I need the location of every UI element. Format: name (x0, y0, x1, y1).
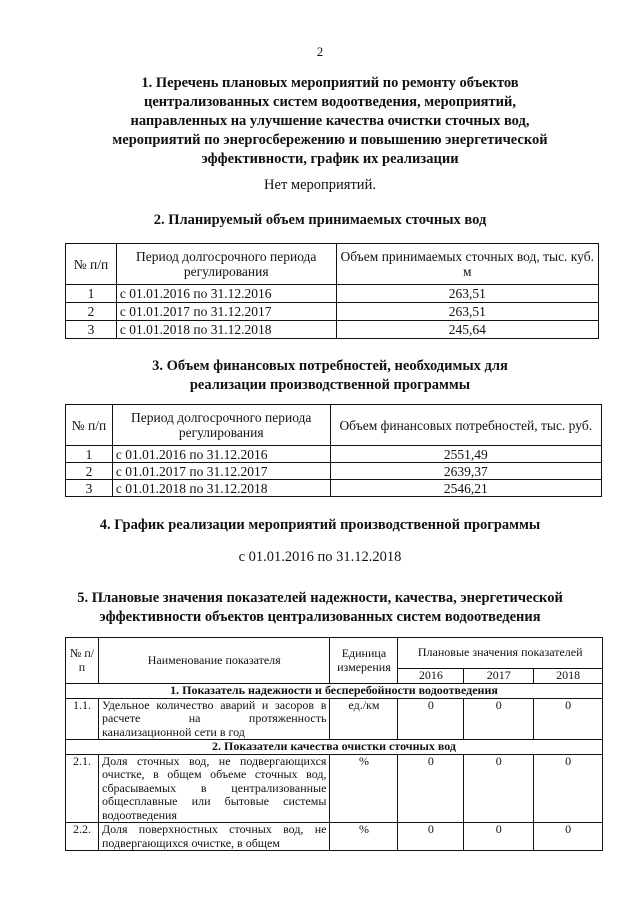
section4-title: 4. График реализации мероприятий производственной программы (99, 517, 541, 533)
row-period: с 01.01.2018 по 31.12.2018 (116, 321, 336, 339)
row-number: 2 (66, 463, 113, 480)
group-treatment-quality: 2. Показатели качества очистки сточных вод (66, 740, 603, 755)
table-row (66, 698, 603, 740)
row-value-2017: 0 (464, 754, 534, 823)
section5-title-line: 5. Плановые значения показателей надежности, качества, энергетической (77, 590, 563, 606)
row-value: 263,51 (336, 285, 598, 303)
header-planned-values: Плановые значения показателей (398, 638, 603, 669)
row-name: Доля сточных вод, не подвергающихся очистке, в общем объеме сточных вод, сбрасываемых в централизованные общесплавные или бытовые системы водоотведения (98, 754, 329, 823)
row-value: 2551,49 (330, 446, 601, 463)
row-number: 1 (66, 446, 113, 463)
section1-text: Нет мероприятий. (264, 177, 376, 193)
row-period: с 01.01.2017 по 31.12.2017 (116, 303, 336, 321)
row-period: с 01.01.2016 по 31.12.2016 (116, 285, 336, 303)
table-row (66, 480, 602, 497)
row-value-2016: 0 (398, 754, 464, 823)
section1-title-line: направленных на улучшение качества очистки сточных вод, (130, 113, 530, 129)
header-name: Наименование показателя (98, 638, 329, 684)
table-row (66, 823, 603, 851)
row-period: с 01.01.2017 по 31.12.2017 (112, 463, 330, 480)
financial-needs-table (65, 404, 602, 497)
header-number: № п/п (66, 405, 113, 446)
row-value: 2546,21 (330, 480, 601, 497)
row-number: 1 (66, 285, 117, 303)
row-unit: % (330, 823, 398, 851)
row-number: 2.2. (66, 823, 99, 851)
header-volume: Объем принимаемых сточных вод, тыс. куб. м (336, 244, 598, 285)
header-number: № п/п (66, 638, 99, 684)
row-value-2018: 0 (534, 823, 603, 851)
row-unit: % (330, 754, 398, 823)
row-value: 2639,37 (330, 463, 601, 480)
section1-title (60, 74, 600, 169)
header-amount: Объем финансовых потребностей, тыс. руб. (330, 405, 601, 446)
table-row (66, 754, 603, 823)
row-number: 2.1. (66, 754, 99, 823)
sewage-volume-table (65, 243, 599, 339)
table-row (66, 303, 599, 321)
header-unit: Единица измерения (330, 638, 398, 684)
section1-title-line: эффективности, график их реализации (201, 151, 459, 167)
table-row (66, 446, 602, 463)
row-value-2016: 0 (398, 823, 464, 851)
row-value-2016: 0 (398, 698, 464, 740)
header-number: № п/п (66, 244, 117, 285)
row-number: 3 (66, 480, 113, 497)
header-year-2016: 2016 (398, 669, 464, 684)
section5-title (40, 589, 600, 627)
row-period: с 01.01.2018 по 31.12.2018 (112, 480, 330, 497)
section4-period: с 01.01.2016 по 31.12.2018 (238, 549, 402, 565)
table-row (66, 321, 599, 339)
page-number: 2 (316, 44, 324, 59)
section1-title-line: 1. Перечень плановых мероприятий по ремонту объектов (141, 75, 519, 91)
row-period: с 01.01.2016 по 31.12.2016 (112, 446, 330, 463)
header-period: Период долгосрочного периода регулирования (116, 244, 336, 285)
row-number: 2 (66, 303, 117, 321)
row-name: Доля поверхностных сточных вод, не подвергающихся очистке, в общем (98, 823, 329, 851)
row-number: 1.1. (66, 698, 99, 740)
table-row (66, 285, 599, 303)
section2-title: 2. Планируемый объем принимаемых сточных вод (153, 212, 487, 228)
section3-title (60, 357, 600, 395)
table-row (66, 463, 602, 480)
header-year-2017: 2017 (464, 669, 534, 684)
header-period: Период долгосрочного периода регулирования (112, 405, 330, 446)
section1-title-line: мероприятий по энергосбережению и повышению энергетической (112, 132, 548, 148)
indicators-table (65, 637, 603, 851)
row-value-2017: 0 (464, 698, 534, 740)
row-value-2018: 0 (534, 754, 603, 823)
row-unit: ед./км (330, 698, 398, 740)
row-number: 3 (66, 321, 117, 339)
header-year-2018: 2018 (534, 669, 603, 684)
row-value: 245,64 (336, 321, 598, 339)
section1-title-line: централизованных систем водоотведения, мероприятий, (144, 94, 516, 110)
section3-title-line: 3. Объем финансовых потребностей, необходимых для (152, 358, 508, 374)
row-value: 263,51 (336, 303, 598, 321)
row-value-2017: 0 (464, 823, 534, 851)
group-reliability: 1. Показатель надежности и бесперебойности водоотведения (66, 684, 603, 699)
section5-title-line: эффективности объектов централизованных систем водоотведения (99, 609, 541, 625)
section3-title-line: реализации производственной программы (189, 377, 471, 393)
row-name: Удельное количество аварий и засоров в расчете на протяженность канализационной сети в год (98, 698, 329, 740)
row-value-2018: 0 (534, 698, 603, 740)
